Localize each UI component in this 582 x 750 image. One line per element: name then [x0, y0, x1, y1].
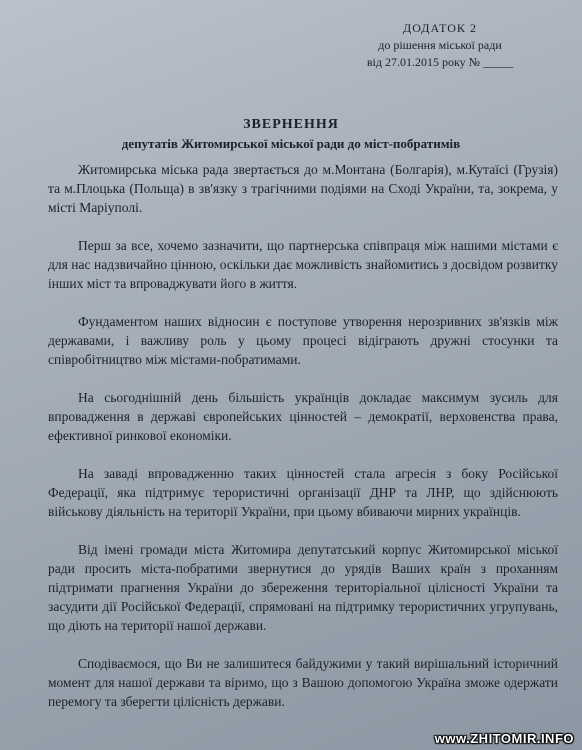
- paragraph-3: Фундаментом наших відносин є поступове утворення нерозривних зв'язків між державами, і важливу роль у цьому процесі відіграють дружні стосунки та співробітництво між містами-побратимами.: [48, 314, 558, 367]
- addendum-line-2: від 27.01.2015 року № _____: [366, 54, 514, 69]
- paragraph-6: Від імені громади міста Житомира депутатський корпус Житомирської міської ради просить міста-побратими звернутися до урядів Ваших країн з проханням підтримати прагнення України до збереження територіальної цілісності України та засудити дії Російської Федерації, спрямовані на підтримку терористичних угрупувань, що діють на території нашої держави.: [48, 542, 558, 633]
- paragraph-4: На сьогоднішній день більшість українців докладає максимум зусиль для впровадження в державі європейських цінностей – демократії, верховенства права, ефективної ринкової економіки.: [48, 390, 558, 443]
- paragraph-1: Житомирська міська рада звертається до м.Монтана (Болгарія), м.Кутаїсі (Грузія) та м.Плоцька (Польща) в зв'язку з трагічними подіями на Сході України, та, зокрема, у місті Маріуполі.: [48, 162, 558, 215]
- paragraph-2: Перш за все, хочемо зазначити, що партнерська співпраця між нашими містами є для нас надзвичайно цінною, оскільки дає можливість знайомитись з досвідом розвитку інших міст та впроваджувати його в життя.: [48, 238, 558, 291]
- addendum-block: [330, 20, 550, 70]
- site-watermark: www.ZHITOMIR.INFO: [434, 731, 574, 746]
- document-title: ЗВЕРНЕННЯ: [243, 117, 339, 132]
- paragraph-7: Сподіваємося, що Ви не залишитеся байдужими у такий вирішальний історичний момент для нашої держави та віримо, що з Вашою допомогою Україна зможе одержати перемогу та зберегти цілісність держави.: [48, 656, 558, 709]
- paragraph-5: На заваді впровадженню таких цінностей стала агресія з боку Російської Федерації, яка підтримує терористичні організації ДНР та ЛНР, що здійснюють військову діяльність на території України, при цьому вбиваючи мирних українців.: [48, 466, 558, 519]
- document-subtitle: депутатів Житомирської міської ради до міст-побратимів: [121, 136, 461, 151]
- addendum-title: ДОДАТОК 2: [403, 21, 477, 35]
- addendum-line-1: до рішення міської ради: [378, 37, 502, 52]
- document-body: [48, 160, 558, 730]
- document-heading: [0, 117, 582, 152]
